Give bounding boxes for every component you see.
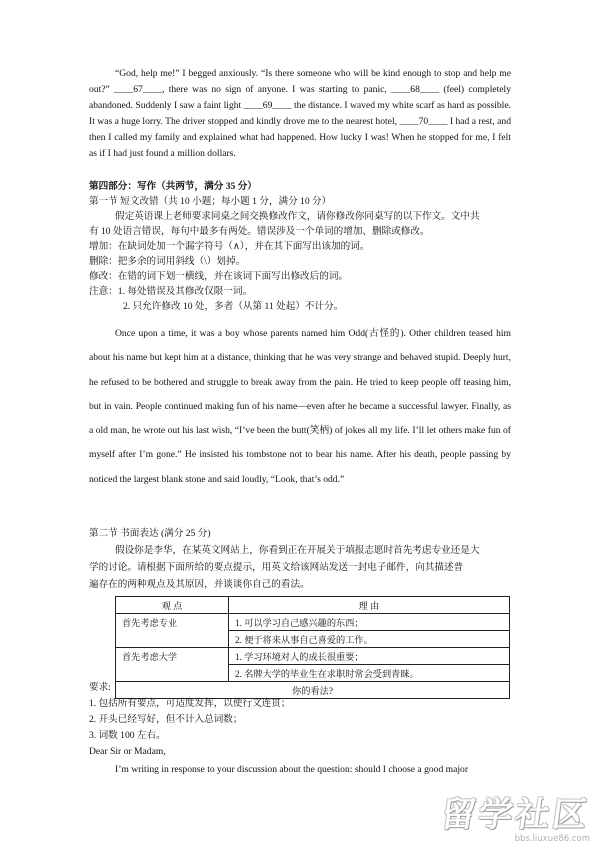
header-view: 观 点: [116, 597, 229, 614]
table-footer-row: [116, 682, 510, 699]
view-cell: 首先考虑大学: [116, 648, 229, 682]
section2-prompt-line1: 假设你是李华，在某英文网站上，你看到正在开展关于填报志愿时首先考虑专业还是大: [115, 545, 480, 556]
table-row: [116, 648, 510, 665]
note-2: 2. 只允许修改 10 处，多者（从第 11 处起）不计分。: [123, 301, 344, 312]
section2-prompt-line3: 遍存在的两种观点及其原因，并谈谈你自己的看法。: [89, 579, 310, 590]
requirement-3: 3. 词数 100 左右。: [89, 730, 166, 741]
instruction-delete: 删除：把多余的词用斜线（\）划掉。: [89, 256, 246, 267]
part4-title: 第四部分：写作（共两节，满分 35 分）: [89, 181, 257, 192]
reason-cell: 2. 便于将来从事自己喜爱的工作。: [229, 631, 510, 648]
header-reason: 理 由: [229, 597, 510, 614]
section1-instruction-line2: 有 10 处语言错误，每句中最多有两处。错误涉及一个单词的增加、删除或修改。: [89, 226, 430, 237]
section1-instruction-line1: 假定英语课上老师要求同桌之间交换修改作文，请你修改你同桌写的以下作文。文中共: [115, 211, 480, 222]
reason-cell: 1. 学习环境对人的成长很重要；: [229, 648, 510, 665]
view-cell: 首先考虑专业: [116, 614, 229, 648]
letter-greeting: Dear Sir or Madam,: [89, 746, 166, 757]
note-1: 注意：1. 每处错误及其修改仅限一词。: [89, 286, 253, 297]
reason-cell: 1. 可以学习自己感兴趣的东西；: [229, 614, 510, 631]
requirement-1: 1. 包括所有要点，可适度发挥，以使行文连贯；: [89, 698, 291, 709]
letter-opening: I’m writing in response to your discussion about the question: should I choose a good major: [115, 764, 469, 775]
site-watermark: [438, 787, 593, 844]
requirement-2: 2. 开头已经写好，但不计入总词数；: [89, 714, 243, 725]
section2-title: 第二节 书面表达 (满分 25 分): [89, 528, 211, 539]
cloze-passage: “God, help me!” I begged anxiously. “Is there someone who will be kind enough to stop and help me out?” ____67____, there was no sign of anyone. I was starting to panic, ____68____ (feel) completely abandoned. Suddenly I saw a faint light ____69____ the distance. I waved my white scarf as hard as possible. It was a huge lorry. The driver stopped and kindly drove me to the nearest hotel, ____70____ I had a rest, and then I called my family and explained what had happened. How lucky I was! When he stopped for me, I felt as if I had just found a million dollars.: [89, 68, 511, 159]
section1-title: 第一节 短文改错（共 10 小题；每小题 1 分，满分 10 分）: [89, 196, 332, 207]
your-opinion-cell: 你的看法?: [116, 682, 510, 699]
reason-cell: 2. 名牌大学的毕业生在求职时常会受到青睐。: [229, 665, 510, 682]
instruction-modify: 修改：在错的词下划一横线，并在该词下面写出修改后的词。: [89, 271, 349, 282]
table-header-row: [116, 597, 510, 614]
instruction-add: 增加：在缺词处加一个漏字符号（∧），并在其下面写出该加的词。: [89, 241, 370, 252]
watermark-logo: 留学社区: [438, 795, 593, 835]
requirements-title: 要求:: [89, 682, 111, 693]
section2-prompt-line2: 学的讨论。请根据下面所给的要点提示，用英文给该网站发送一封电子邮件，向其描述普: [89, 562, 464, 573]
viewpoints-table: [115, 596, 510, 699]
watermark-url: bbs.liuxue86.com: [514, 834, 590, 844]
error-correction-passage: Once upon a time, it was a boy whose parents named him Odd(古怪的). Other children teased him about his name but kept him at a distance, thinking that he was very strange and behaved stupid. Deeply hurt, he refused to be bothered and struggle to break away from the pain. He tried to keep people off teasing him, but in vain. People continued making fun of his name—even after he became a successful lawyer. Finally, as a old man, he wrote out his last wish, “I’ve been the butt(笑柄) of jokes all my life. I’ll let others make fun of myself after I’m gone.” He insisted his tombstone not to bear his name. After his death, people passing by noticed the largest blank stone and said loudly, “Look, that’s odd.”: [89, 328, 511, 485]
table-row: [116, 614, 510, 631]
